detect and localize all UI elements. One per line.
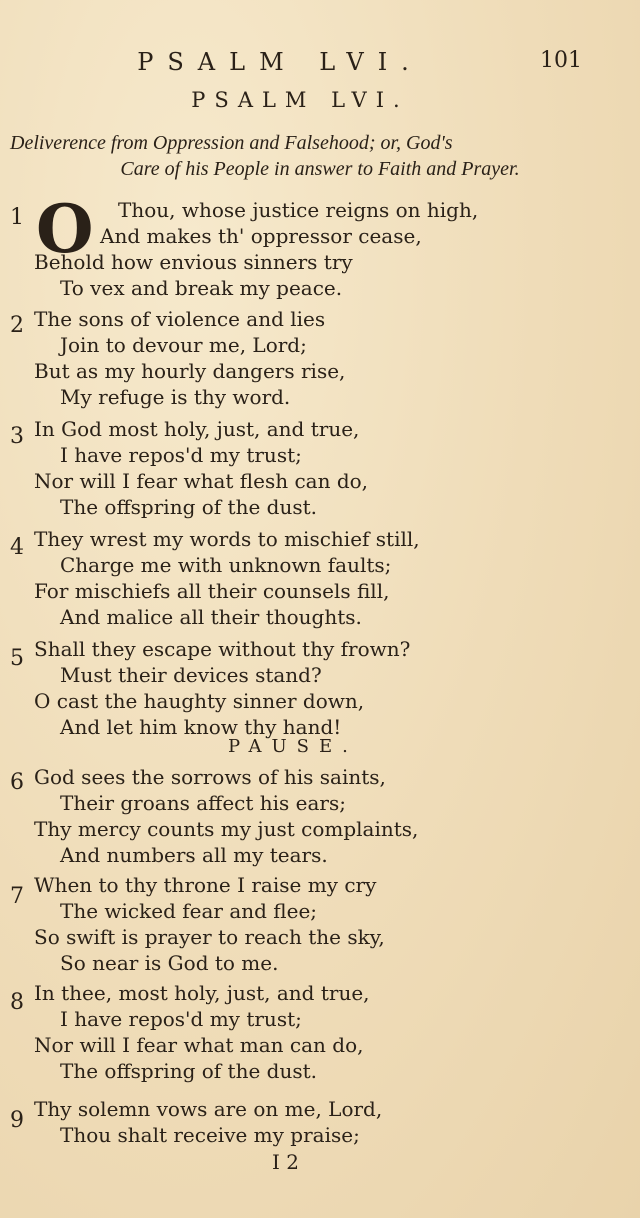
- verse-line: But as my hourly dangers rise,: [34, 359, 346, 383]
- verse-line: Their groans affect his ears;: [60, 791, 346, 815]
- verse-line: Nor will I fear what man can do,: [34, 1033, 364, 1057]
- signature-mark: I 2: [272, 1150, 299, 1174]
- verse-line: The sons of violence and lies: [34, 307, 326, 331]
- stanza-number: 5: [10, 646, 24, 671]
- subtitle-line-2: Care of his People in answer to Faith and Prayer.: [120, 158, 520, 180]
- verse-line: When to thy throne I raise my cry: [34, 873, 377, 897]
- verse-line: The offspring of the dust.: [60, 495, 317, 519]
- psalm-title: PSALM LVI.: [191, 88, 409, 112]
- verse-line: For mischiefs all their counsels fill,: [34, 579, 390, 603]
- verse-line: And let him know thy hand!: [60, 715, 342, 739]
- verse-line: Thy mercy counts my just complaints,: [34, 817, 419, 841]
- verse-line: Behold how envious sinners try: [34, 250, 353, 274]
- stanza-number: 4: [10, 535, 24, 560]
- verse-line: Thou shalt receive my praise;: [60, 1123, 360, 1147]
- verse-line: And numbers all my tears.: [60, 843, 328, 867]
- verse-line: God sees the sorrows of his saints,: [34, 765, 386, 789]
- verse-line: To vex and break my peace.: [60, 276, 343, 300]
- verse-line: In God most holy, just, and true,: [34, 417, 360, 441]
- stanza-number: 8: [10, 990, 24, 1015]
- verse-line: The offspring of the dust.: [60, 1059, 317, 1083]
- stanza-number: 6: [10, 770, 24, 795]
- subtitle-line-1: Deliverence from Oppression and Falsehood; or, God's: [10, 132, 453, 154]
- verse-line: Thou, whose justice reigns on high,: [118, 198, 479, 222]
- verse-line: So near is God to me.: [60, 951, 279, 975]
- verse-line: Thy solemn vows are on me, Lord,: [34, 1097, 383, 1121]
- verse-line: And malice all their thoughts.: [60, 605, 362, 629]
- verse-line: I have repos'd my trust;: [60, 443, 302, 467]
- verse-line: Shall they escape without thy frown?: [34, 637, 411, 661]
- verse-line: They wrest my words to mischief still,: [34, 527, 420, 551]
- stanza-number: 2: [10, 313, 24, 338]
- verse-line: Charge me with unknown faults;: [60, 553, 392, 577]
- page-number: 101: [540, 48, 582, 73]
- verse-line: O cast the haughty sinner down,: [34, 689, 365, 713]
- verse-line: Join to devour me, Lord;: [60, 333, 307, 357]
- verse-line: My refuge is thy word.: [60, 385, 291, 409]
- running-head: PSALM LVI.: [137, 48, 423, 76]
- stanza-number: 9: [10, 1108, 24, 1133]
- stanza-number: 7: [10, 884, 24, 909]
- drop-cap: O: [36, 190, 94, 268]
- verse-line: Nor will I fear what flesh can do,: [34, 469, 369, 493]
- stanza-number: 1: [10, 205, 24, 230]
- verse-line: So swift is prayer to reach the sky,: [34, 925, 385, 949]
- verse-line: In thee, most holy, just, and true,: [34, 981, 370, 1005]
- stanza-number: 3: [10, 424, 24, 449]
- pause-marker: PAUSE.: [228, 736, 358, 757]
- verse-line: The wicked fear and flee;: [60, 899, 318, 923]
- verse-line: I have repos'd my trust;: [60, 1007, 302, 1031]
- verse-line: Must their devices stand?: [60, 663, 322, 687]
- verse-line: And makes th' oppressor cease,: [100, 224, 422, 248]
